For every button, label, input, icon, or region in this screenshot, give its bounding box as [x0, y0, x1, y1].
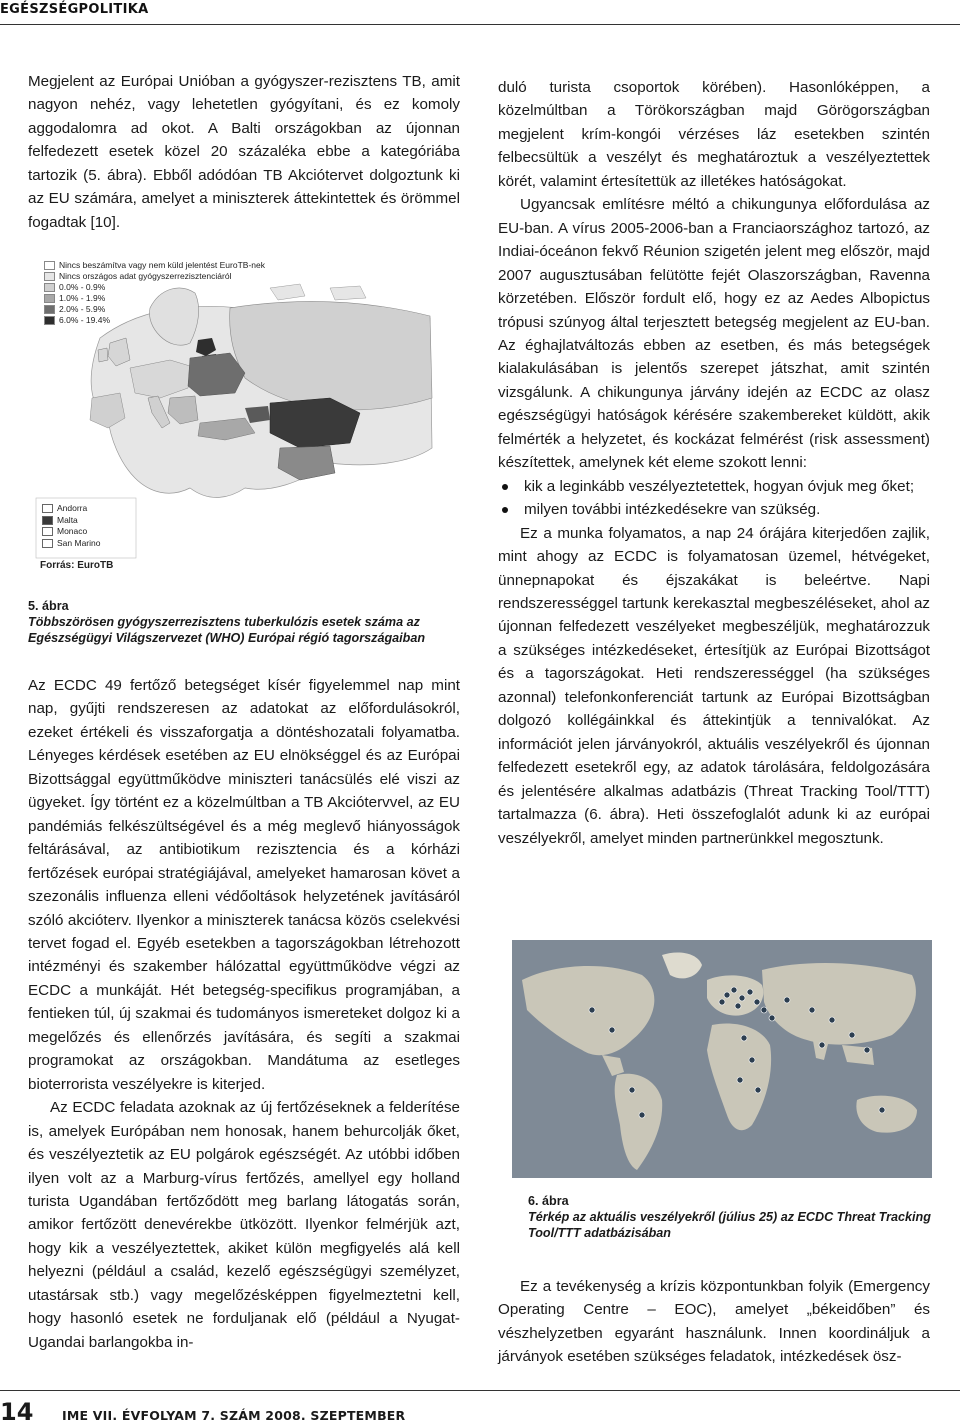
paragraph: Megjelent az Európai Unióban a gyógyszer-rezisztens TB, amit nagyon nehéz, vagy lehetetlen gyógyítani, és ez komoly aggodalomra ad okot. A Balti országokban az újonnan felfedezett esetek közel 20 százaléka ebbe a kategóriába tartozik (5. ábra). Ebből adódóan TB Akciótervet dolgoztunk ki az EU számára, amelyet a miniszterek áttekintettek és örömmel fogadtak [10]. [28, 73, 460, 231]
journal-info: IME VII. ÉVFOLYAM 7. SZÁM 2008. SZEPTEMBER [62, 1408, 406, 1423]
legend-item [44, 260, 265, 271]
caption-text: Többszörösen gyógyszerrezisztens tuberkulózis esetek száma az Egészségügyi Világszervezet (WHO) Európai régió tagországaiban [28, 615, 426, 645]
small-state-item [42, 526, 100, 538]
paragraph: Az ECDC 49 fertőző betegséget kísér figyelemmel nap mint nap, gyűjti rendszeresen az adatokat az előfordulásokról, ezeket értékeli és visszaforgatja a döntéshozatali folyamatba. Lényeges kérdések esetében az EU elnökséggel és az Európai Bizottsággal együttműködve miniszteri tanácsülés elé viszi az ügyeket. Így történt ez a közelmúltban a TB Akciótervvel, az EU pandémiás felkészültségével és a még meglevő hiányosságok feltárásával, az antibiotikum rezisztencia és a kórházi fertőzések európai stratégiájával, amelyeket hamarosan követ a szezonális influenza elleni védőoltások helyzetének javításáról szóló akcióterv. Ilyenkor a miniszterek tanácsa közös cselekvési tervet fogad el. Egyéb esetekben a tagországokban létrehozott intézményi és szakember hálózattal együttműködve végzi az ECDC a munkáját. Hét betegség-specifikus programjában, a fentieken túl, új szakmai és tudományos ismereteket dolgoz ki a megelőzés és ellenőrzés javítására, és segíti a szakmai programokat az országokban. Mandátuma az esetleges bioterrorista veszélyekre is kiterjed. [28, 677, 460, 1093]
small-state-item [42, 515, 100, 527]
page-footer [0, 1390, 960, 1426]
legend-swatch [44, 316, 55, 325]
bullet-item [498, 475, 930, 498]
bullet-list [498, 475, 930, 522]
legend-swatch [42, 504, 53, 513]
legend-swatch [42, 516, 53, 525]
small-state-label: Andorra [57, 503, 88, 513]
small-state-item [42, 538, 100, 550]
paragraph: duló turista csoportok körében). Hasonlóképpen, a közelmúltban a Törökországban majd Görögországban megjelent krím-kongói vérzéses láz esetekben szintén felbecsültük a veszélyt és meghatároztuk a veszélyeztettek körét, valamint értesítettük az illetékes hatóságokat. [498, 79, 930, 190]
small-state-label: Monaco [57, 526, 88, 536]
paragraph: Ugyancsak említésre méltó a chikungunya előfordulása az EU-ban. A vírus 2005-2006-ban a Franciaországhoz tartozó, az Indiai-óceánon fekvő Réunion szigetén jelent meg először, majd 2007 augusztusában felütötte fejét Olaszországban, Ravenna körzetében. Először fordult elő, hogy ez az Aedes Albopictus trópusi szúnyog által terjesztett betegség megjelent az EU-ban. Az éghajlatváltozás ebben az esetben, és más betegségek kialakulásában is jelentős szerepet játszhat, amit szintén vizsgálunk. A chikungunya járvány idején az ECDC az olasz egészségügyi hatóságok kérésére szakembereket küldött, akik felmérték a helyzetet, és kockázat felmérést (risk assessment) készítettek, amelynek két eleme szokott lenni: [498, 196, 930, 472]
legend-label: Nincs országos adat gyógyszerrezisztenciáról [59, 271, 232, 281]
legend-swatch [42, 539, 53, 548]
legend-swatch [44, 272, 55, 281]
right-column-main [498, 76, 930, 850]
paragraph: Az ECDC feladata azoknak az új fertőzéseknek a felderítése is, amelyek Európában nem honosak, hanem behurcolják őket, és veszélyeztetik az EU polgárok egészségét. Az utóbbi időben ilyen volt az a Marburg-vírus fertőzés, amellyel egy holland turista Ugandában fertőződött meg barlang látogatás során, amikor fertőzött denevérekbe ütközött. Ilyenkor felmérjük azt, hogy kik a veszélyeztettek, akiket külön megfigyelés alá kell helyezni (például a család, kezelő egészségügyi személyzet, utastársak stb.) vagy megelőzésképpen figyelmeztetni kell, hogy hasonló esetek ne forduljanak elő (például a Nyugat-Ugandai barlangokba in- [28, 1099, 460, 1351]
page-header [0, 0, 960, 26]
page-number: 14 [0, 1398, 34, 1426]
legend-swatch [44, 305, 55, 314]
small-states-legend [42, 503, 100, 549]
figure-5-caption [28, 598, 460, 646]
small-state-label: Malta [57, 514, 78, 525]
bullet-text: milyen további intézkedésekre van szükség. [524, 501, 821, 519]
left-column-intro [28, 70, 460, 234]
map-legend [44, 260, 265, 326]
bullet-icon [502, 484, 508, 490]
legend-item [44, 315, 265, 326]
legend-item [44, 271, 265, 282]
legend-label: Nincs beszámítva vagy nem küld jelentést EuroTB-nek [59, 260, 265, 270]
legend-label: 1.0% - 1.9% [59, 293, 106, 303]
figure-5-map [30, 248, 440, 578]
small-state-item [42, 503, 100, 515]
legend-label: 2.0% - 5.9% [59, 304, 106, 314]
paragraph: Ez a tevékenység a krízis központunkban folyik (Emergency Operating Centre – EOC), amelyet „békeidőben” és vészhelyzetben egyaránt használunk. Innen koordináljuk a járványok esetében szükséges feladatok, intézkedések ösz- [498, 1278, 930, 1366]
legend-swatch [44, 294, 55, 303]
legend-swatch [44, 261, 55, 270]
caption-text: Térkép az aktuális veszélyekről (július 25) az ECDC Threat Tracking Tool/TTT adatbázisában [528, 1210, 931, 1240]
bullet-icon [502, 507, 508, 513]
left-column-main [28, 674, 460, 1354]
world-threat-map-illustration [512, 940, 932, 1178]
section-label: EGÉSZSÉGPOLITIKA [0, 2, 149, 17]
legend-label: 6.0% - 19.4% [59, 315, 111, 325]
legend-item [44, 282, 265, 293]
paragraph: Ez a munka folyamatos, a nap 24 órájára kiterjedően zajlik, mint ahogy az ECDC is folyamatosan üzemel, hétvégeket, ünnepnapokat és éjszakákat is beleértve. Napi rendszerességgel tartunk kerekasztal megbeszéléseket, ahol az újonnan felfedezett veszélyeket megbeszéljük, meghatározzuk a szükséges intézkedéseket, értesítjük az Európai Bizottságot és a tagországokat. Heti rendszerességgel (ha szükséges azonnal) telefonkonferenciát tartunk az Európai Bizottságban dolgozó kollégáinkkal és áttekintjük a tennivalókat. Az információt jelen járványokról, aktuális veszélyekről és újonnan felfedezett esetekről egy, az adatok tárolására, feldolgozására és jelentésére alkalmas adatbázis (Threat Tracking Tool/TTT) tartalmazza (6. ábra). Heti összefoglalót adunk ki az európai veszélyekről, amelyet minden partnerünkkel megosztunk. [498, 524, 930, 847]
footer-rule [0, 1390, 960, 1391]
header-rule [0, 24, 960, 25]
figure-6-caption [528, 1193, 958, 1241]
figure-6-world-map [512, 940, 932, 1178]
legend-swatch [42, 527, 53, 536]
right-column-bottom [498, 1275, 930, 1369]
legend-swatch [44, 283, 55, 292]
figure-source: Forrás: EuroTB [40, 560, 114, 571]
legend-item [44, 304, 265, 315]
legend-label: 0.0% - 0.9% [59, 282, 106, 292]
bullet-text: kik a leginkább veszélyeztetettek, hogyan óvjuk meg őket; [524, 477, 915, 495]
bullet-item [498, 498, 930, 521]
small-state-label: San Marino [57, 537, 101, 548]
legend-item [44, 293, 265, 304]
caption-number: 6. ábra [528, 1194, 569, 1208]
caption-number: 5. ábra [28, 599, 69, 613]
